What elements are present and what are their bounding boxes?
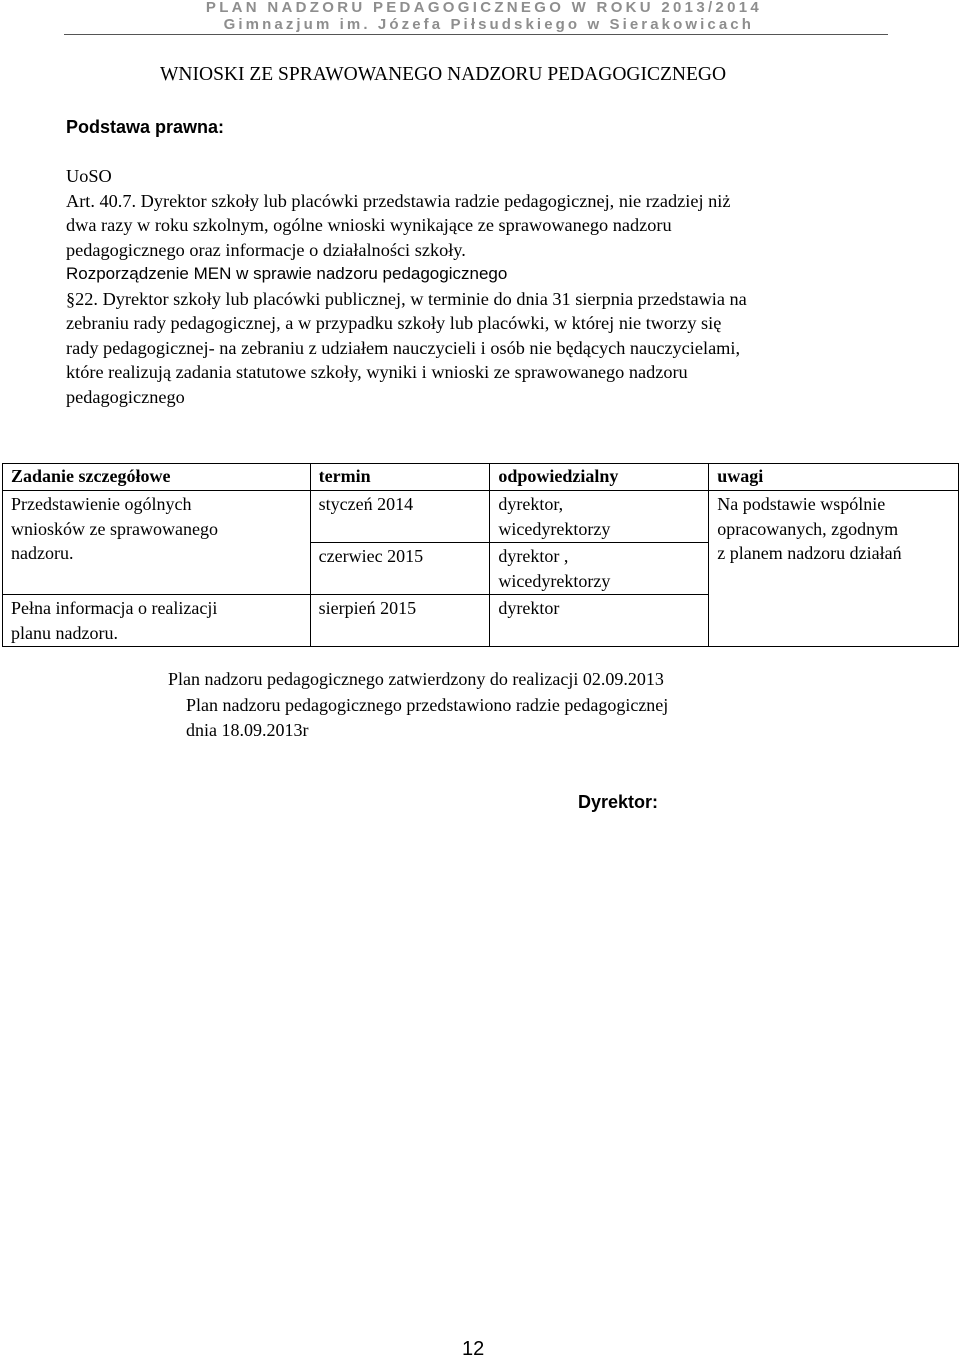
responsible-cell: dyrektor , wicedyrektorzy	[490, 543, 709, 595]
art-line: dwa razy w roku szkolnym, ogólne wnioski wynikające ze sprawowanego nadzoru	[66, 215, 672, 235]
uoso-label: UoSO	[66, 166, 112, 186]
paragraph-line: §22. Dyrektor szkoły lub placówki publicznej, w terminie do dnia 31 sierpnia przedstawia na	[66, 288, 747, 309]
header-divider	[64, 34, 888, 35]
header-term: termin	[310, 464, 490, 491]
approval-date-line: Plan nadzoru pedagogicznego zatwierdzony do realizacji 02.09.2013	[168, 669, 664, 689]
legal-basis-text	[66, 164, 747, 409]
header-task: Zadanie szczegółowe	[3, 464, 311, 491]
art-line: Art. 40.7. Dyrektor szkoły lub placówki przedstawia radzie pedagogicznej, nie rzadziej niż	[66, 190, 731, 211]
table-header-row	[3, 464, 959, 491]
responsible-cell: dyrektor, wicedyrektorzy	[490, 491, 709, 543]
responsible-cell: dyrektor	[490, 595, 709, 647]
header-responsible: odpowiedzialny	[490, 464, 709, 491]
tasks-table	[2, 463, 959, 647]
header-title: PLAN NADZORU PEDAGOGICZNEGO W ROKU 2013/2014	[205, 0, 762, 16]
header-notes: uwagi	[709, 464, 959, 491]
page-title: WNIOSKI ZE SPRAWOWANEGO NADZORU PEDAGOGICZNEGO	[160, 64, 727, 85]
term-cell: czerwiec 2015	[310, 543, 490, 595]
table-row	[3, 491, 959, 543]
art-line: pedagogicznego oraz informacje o działalności szkoły.	[66, 239, 466, 260]
paragraph-line: które realizują zadania statutowe szkoły, wyniki i wnioski ze sprawowanego nadzoru	[66, 362, 688, 382]
regulation-title: Rozporządzenie MEN w sprawie nadzoru pedagogicznego	[66, 264, 508, 283]
task-cell: Pełna informacja o realizacji planu nadzoru.	[3, 595, 311, 647]
paragraph-line: pedagogicznego	[66, 386, 185, 407]
header-subtitle: Gimnazjum im. Józefa Piłsudskiego w Sierakowicach	[223, 16, 754, 33]
paragraph-line: rady pedagogicznej- na zebraniu z udziałem nauczycieli i osób nie będących nauczycielami,	[66, 337, 741, 358]
presentation-note: Plan nadzoru pedagogicznego przedstawiono radzie pedagogicznej dnia 18.09.2013r	[186, 695, 669, 740]
term-cell: sierpień 2015	[310, 595, 490, 647]
term-cell: styczeń 2014	[310, 491, 490, 543]
director-signature-label: Dyrektor:	[578, 792, 659, 812]
task-cell: Przedstawienie ogólnych wniosków ze sprawowanego nadzoru.	[3, 491, 311, 595]
paragraph-line: zebraniu rady pedagogicznej, a w przypadku szkoły lub placówki, w której nie tworzy się	[66, 313, 722, 333]
notes-cell: Na podstawie wspólnie opracowanych, zgodnym z planem nadzoru działań	[709, 491, 959, 647]
page-number: 12	[462, 1338, 485, 1360]
legal-basis-label: Podstawa prawna:	[66, 117, 225, 137]
